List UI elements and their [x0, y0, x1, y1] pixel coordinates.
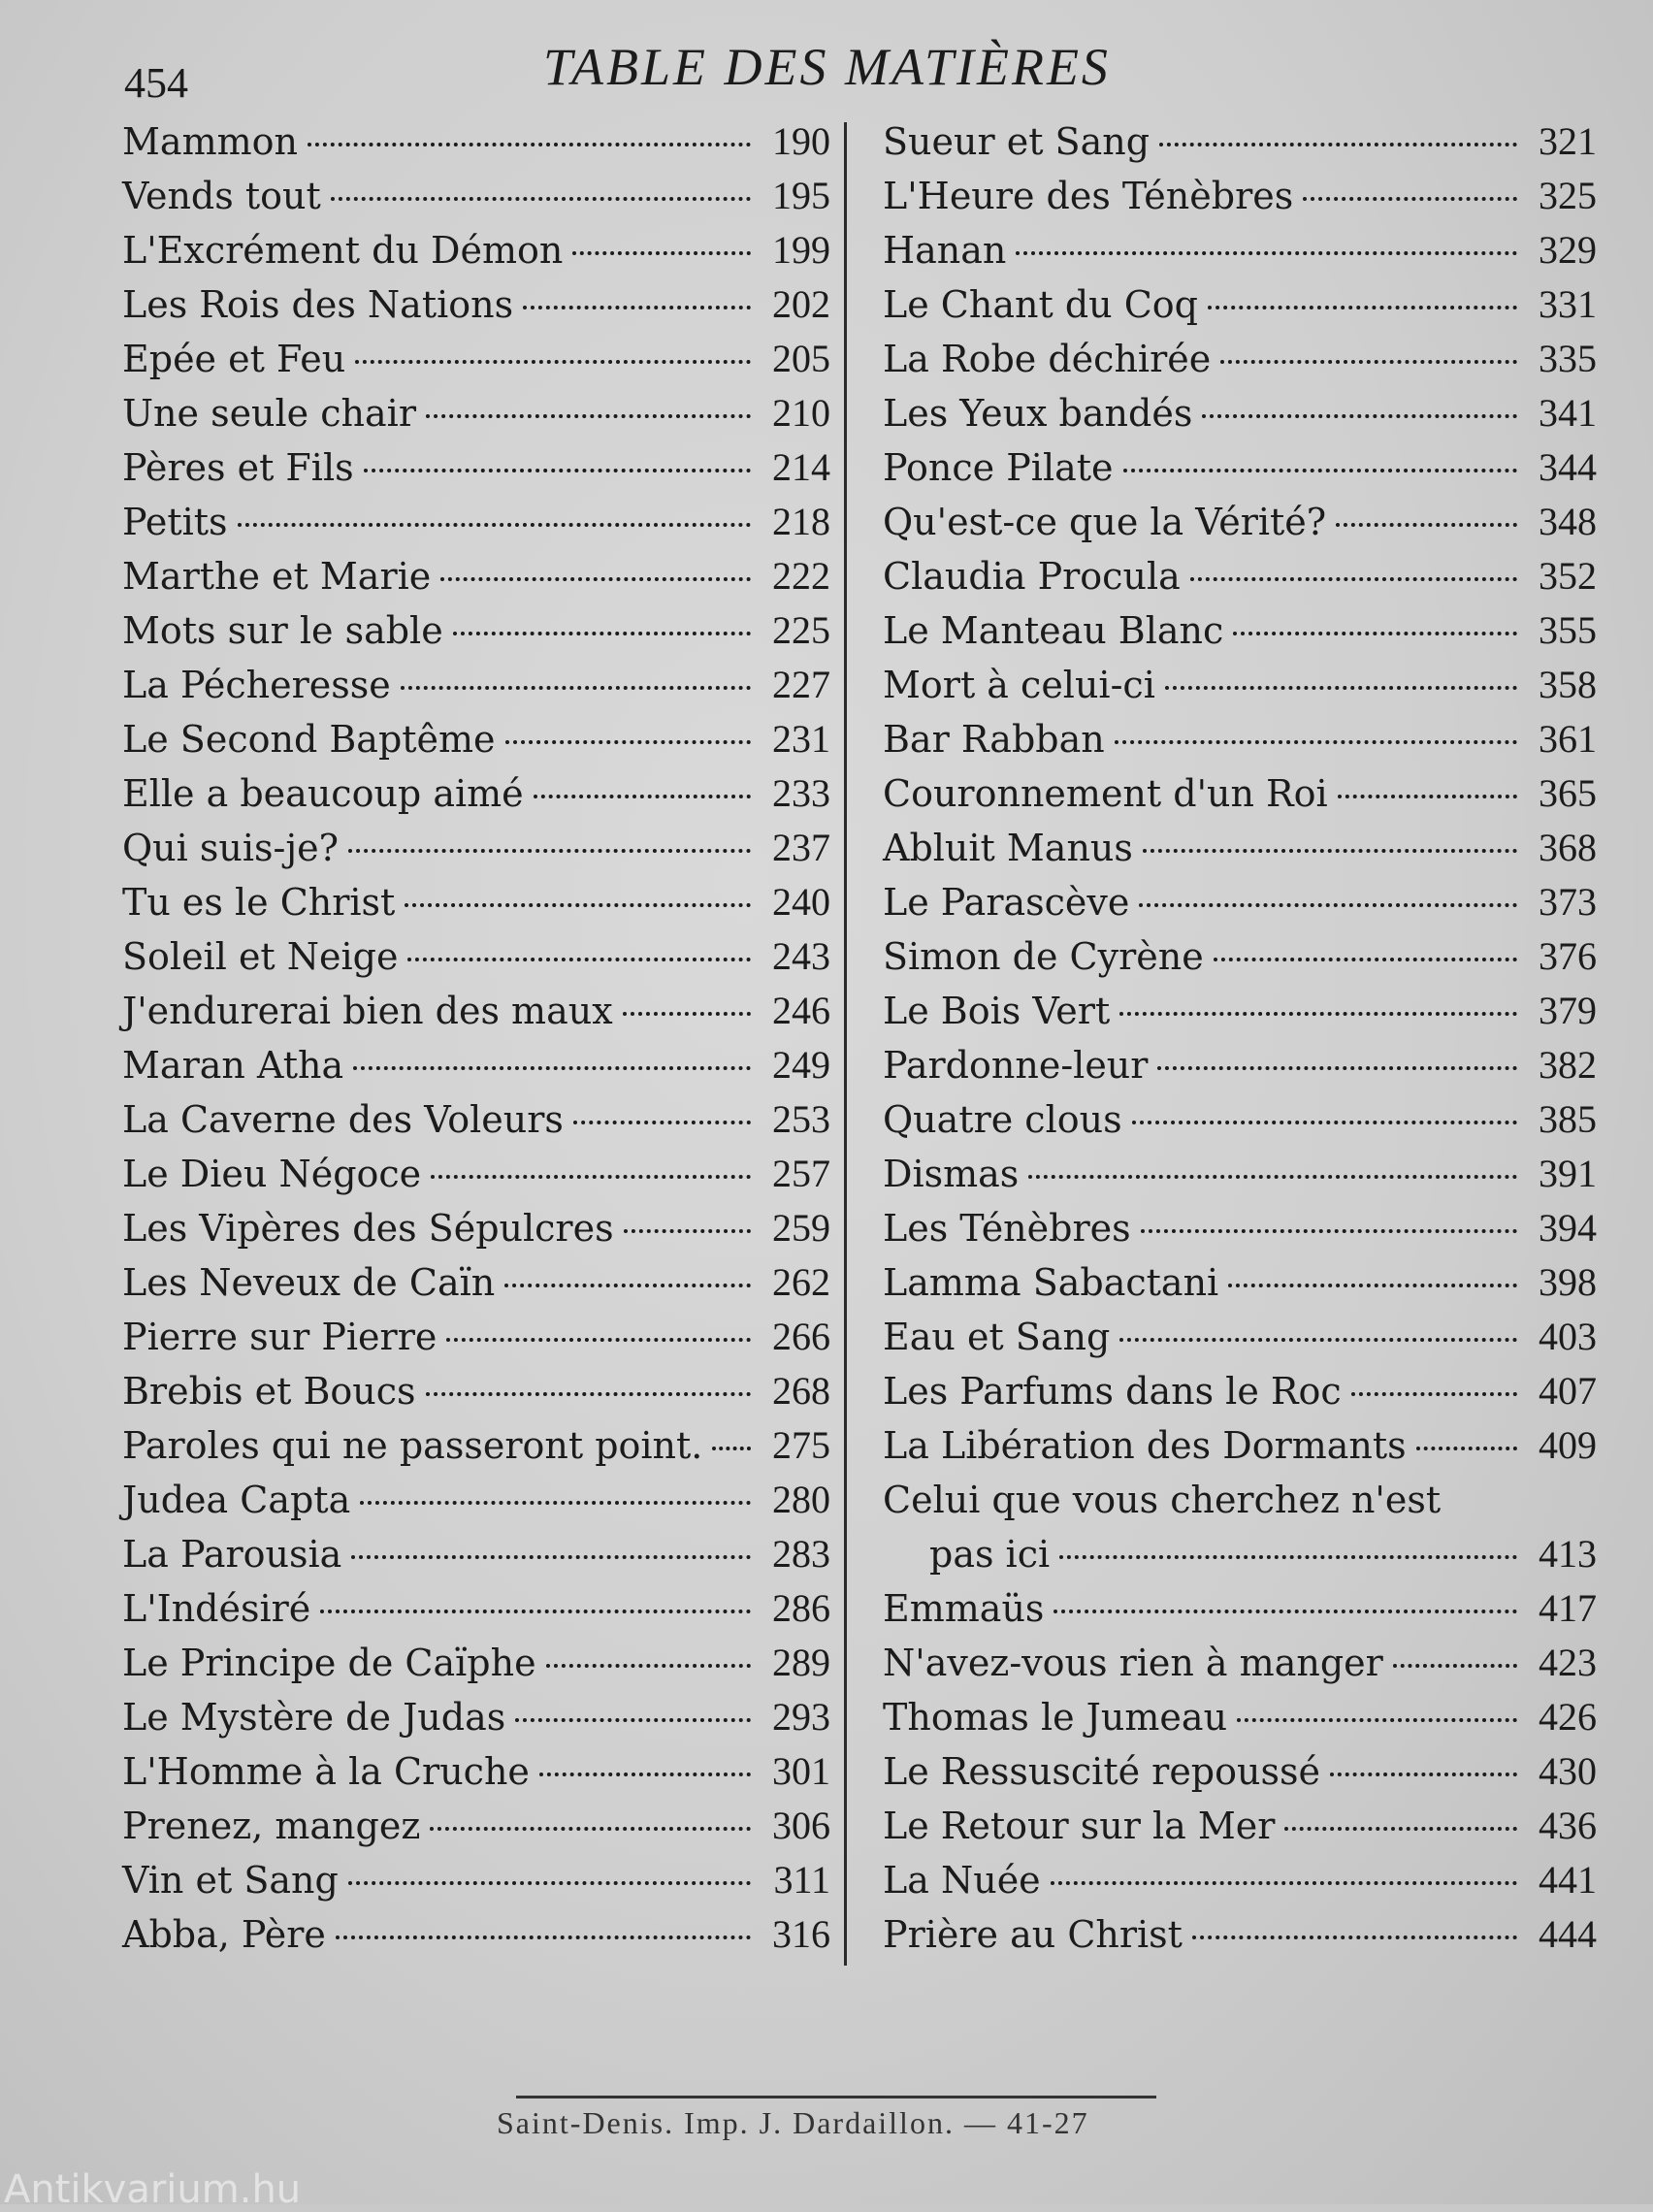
- toc-entry-title: Elle a beaucoup aimé: [122, 772, 524, 815]
- toc-entry: [883, 875, 1597, 929]
- dot-leader: [453, 632, 751, 635]
- toc-entry-title: Quatre clous: [883, 1098, 1122, 1141]
- column-divider: [844, 122, 847, 1966]
- dot-leader: [505, 740, 751, 744]
- toc-entry: [883, 1853, 1597, 1907]
- toc-entry-page: 441: [1539, 1858, 1597, 1902]
- toc-entry: [122, 223, 830, 277]
- dot-leader: [1141, 1229, 1517, 1233]
- toc-entry: [883, 1907, 1597, 1962]
- toc-entry-title: Soleil et Neige: [122, 935, 399, 978]
- toc-entry-title: Les Ténèbres: [883, 1207, 1131, 1250]
- toc-entry-page: 398: [1539, 1260, 1597, 1304]
- toc-entry-page: 335: [1539, 337, 1597, 380]
- toc-entry: [122, 1636, 830, 1690]
- dot-leader: [336, 1936, 751, 1939]
- toc-entry-title: Claudia Procula: [883, 555, 1181, 598]
- toc-entry: [122, 1418, 830, 1473]
- toc-entry-title: Qu'est-ce que la Vérité?: [883, 501, 1327, 543]
- toc-entry-page: 205: [772, 337, 830, 380]
- dot-leader: [426, 1392, 751, 1396]
- toc-entry: [122, 1527, 830, 1581]
- toc-entry-page: 355: [1539, 608, 1597, 652]
- dot-leader: [1115, 740, 1517, 744]
- toc-entry: [883, 332, 1597, 386]
- toc-entry: [122, 1201, 830, 1255]
- dot-leader: [1190, 577, 1517, 581]
- toc-entry-page: 331: [1539, 282, 1597, 326]
- toc-entry: [122, 1038, 830, 1092]
- toc-entry-page: 306: [772, 1804, 830, 1847]
- dot-leader: [1330, 1773, 1517, 1776]
- toc-left-column: [122, 114, 830, 1962]
- toc-entry: [883, 1744, 1597, 1799]
- toc-entry-page: 385: [1539, 1097, 1597, 1141]
- toc-entry-page: 413: [1539, 1532, 1597, 1576]
- dot-leader: [1051, 1881, 1517, 1885]
- toc-entry: [122, 984, 830, 1038]
- toc-entry: [122, 549, 830, 603]
- toc-entry-title: Prière au Christ: [883, 1913, 1183, 1956]
- dot-leader: [238, 523, 751, 527]
- toc-entry-page: 225: [772, 608, 830, 652]
- dot-leader: [320, 1610, 751, 1613]
- toc-entry-page: 373: [1539, 880, 1597, 924]
- toc-entry: [883, 984, 1597, 1038]
- dot-leader: [1119, 1338, 1517, 1342]
- dot-leader: [355, 360, 751, 364]
- toc-entry: [122, 332, 830, 386]
- toc-entry: [122, 1147, 830, 1201]
- watermark: Antikvarium.hu: [4, 2167, 302, 2212]
- toc-entry-title: Le Principe de Caïphe: [122, 1642, 536, 1684]
- toc-entry-page: 407: [1539, 1369, 1597, 1413]
- toc-entry-title: Simon de Cyrène: [883, 935, 1204, 978]
- toc-entry-title: Mammon: [122, 120, 298, 163]
- toc-entry-title: La Caverne des Voleurs: [122, 1098, 564, 1141]
- toc-entry-page: 280: [772, 1478, 830, 1521]
- toc-entry: [883, 1092, 1597, 1147]
- toc-entry: [883, 1527, 1597, 1581]
- dot-leader: [546, 1664, 751, 1668]
- toc-entry: [883, 1147, 1597, 1201]
- dot-leader: [623, 1012, 751, 1016]
- toc-entry: [883, 1799, 1597, 1853]
- toc-entry-page: 268: [772, 1369, 830, 1413]
- toc-right-column: [883, 114, 1597, 1962]
- toc-entry-title: Epée et Feu: [122, 338, 346, 380]
- printer-colophon: Saint-Denis. Imp. J. Dardaillon. — 41-27: [497, 2105, 1089, 2140]
- toc-entry-page: 376: [1539, 934, 1597, 978]
- toc-entry-title: Une seule chair: [122, 392, 416, 435]
- dot-leader: [1237, 1718, 1517, 1722]
- dot-leader: [364, 469, 751, 472]
- dot-leader: [1016, 251, 1517, 255]
- toc-entry-title: J'endurerai bien des maux: [122, 990, 613, 1032]
- toc-entry-page: 365: [1539, 771, 1597, 815]
- dot-leader: [1143, 849, 1517, 853]
- toc-entry: [122, 1364, 830, 1418]
- toc-entry: [883, 1364, 1597, 1418]
- toc-entry-title: Le Dieu Négoce: [122, 1153, 422, 1195]
- toc-entry-page: 430: [1539, 1749, 1597, 1793]
- toc-entry-title: Le Parascève: [883, 881, 1130, 924]
- toc-entry-title: pas ici: [929, 1533, 1051, 1576]
- toc-entry-title: Le Second Baptême: [122, 718, 496, 761]
- dot-leader: [572, 251, 751, 255]
- dot-leader: [1139, 903, 1517, 907]
- toc-entry-page: 293: [772, 1695, 830, 1739]
- toc-entry: [883, 223, 1597, 277]
- toc-entry-title: Le Bois Vert: [883, 990, 1111, 1032]
- toc-entry-page: 275: [772, 1423, 830, 1467]
- dot-leader: [351, 1555, 751, 1559]
- dot-leader: [331, 197, 751, 201]
- dot-leader: [1336, 523, 1517, 527]
- toc-entry: [122, 929, 830, 984]
- toc-entry-page: 257: [772, 1152, 830, 1195]
- toc-entry-title: Les Rois des Nations: [122, 283, 514, 326]
- toc-entry-title: La Nuée: [883, 1859, 1041, 1902]
- toc-entry-title: Qui suis-je?: [122, 827, 339, 869]
- toc-entry-page: 237: [772, 826, 830, 869]
- dot-leader: [1192, 1936, 1517, 1939]
- dot-leader: [573, 1121, 751, 1124]
- toc-entry: [122, 1907, 830, 1962]
- toc-entry-page: 321: [1539, 119, 1597, 163]
- toc-entry-title: Eau et Sang: [883, 1316, 1111, 1358]
- toc-entry: [122, 766, 830, 821]
- dot-leader: [504, 1284, 751, 1287]
- toc-entry: [883, 603, 1597, 658]
- dot-leader: [1338, 795, 1517, 798]
- toc-entry: [883, 1690, 1597, 1744]
- toc-entry-title: Thomas le Jumeau: [883, 1696, 1228, 1739]
- toc-entry-title: Judea Capta: [122, 1479, 351, 1521]
- toc-entry: [122, 440, 830, 495]
- toc-entry-page: 202: [772, 282, 830, 326]
- toc-entry-page: 341: [1539, 391, 1597, 435]
- toc-entry-page: 379: [1539, 989, 1597, 1032]
- toc-entry: [883, 495, 1597, 549]
- dot-leader: [426, 414, 751, 418]
- toc-entry: [122, 712, 830, 766]
- dot-leader: [1123, 469, 1517, 472]
- toc-entry-page: 301: [772, 1749, 830, 1793]
- toc-entry-page: 311: [773, 1858, 830, 1902]
- dot-leader: [515, 1718, 751, 1722]
- toc-entry-title: Dismas: [883, 1153, 1020, 1195]
- toc-entry: [883, 114, 1597, 169]
- toc-entry-page: 227: [772, 663, 830, 706]
- toc-entry-title: Paroles qui ne passeront point.: [122, 1424, 703, 1467]
- toc-entry-title: Sueur et Sang: [883, 120, 1151, 163]
- toc-entry-title: Les Yeux bandés: [883, 392, 1193, 435]
- dot-leader: [624, 1229, 751, 1233]
- dot-leader: [348, 1881, 751, 1885]
- toc-entry-page: 382: [1539, 1043, 1597, 1087]
- toc-entry-page: 233: [772, 771, 830, 815]
- toc-entry-page: 199: [772, 228, 830, 272]
- toc-entry: [122, 1690, 830, 1744]
- toc-entry-title: Hanan: [883, 229, 1007, 272]
- toc-entry: [883, 1201, 1597, 1255]
- toc-entry-title: Prenez, mangez: [122, 1805, 421, 1847]
- toc-entry-page: 240: [772, 880, 830, 924]
- toc-entry: [883, 1473, 1597, 1527]
- dot-leader: [534, 795, 751, 798]
- toc-entry-title: Les Vipères des Sépulcres: [122, 1207, 614, 1250]
- running-title: TABLE DES MATIÈRES: [543, 38, 1111, 96]
- toc-entry: [122, 386, 830, 440]
- toc-entry: [883, 1636, 1597, 1690]
- toc-entry-page: 391: [1539, 1152, 1597, 1195]
- toc-entry-page: 329: [1539, 228, 1597, 272]
- dot-leader: [360, 1501, 751, 1505]
- dot-leader: [1059, 1555, 1517, 1559]
- toc-entry-title: Pardonne-leur: [883, 1044, 1149, 1087]
- toc-entry-title: Le Manteau Blanc: [883, 609, 1224, 652]
- toc-entry: [883, 1038, 1597, 1092]
- toc-entry-title: L'Excrément du Démon: [122, 229, 564, 272]
- toc-entry: [122, 114, 830, 169]
- toc-entry: [122, 875, 830, 929]
- toc-entry-page: 231: [772, 717, 830, 761]
- toc-entry-page: 358: [1539, 663, 1597, 706]
- toc-entry-title: Abba, Père: [122, 1913, 326, 1956]
- toc-entry: [122, 1799, 830, 1853]
- toc-entry-page: 426: [1539, 1695, 1597, 1739]
- dot-leader: [1416, 1447, 1517, 1450]
- toc-entry: [883, 549, 1597, 603]
- toc-entry-page: 344: [1539, 445, 1597, 489]
- dot-leader: [1053, 1610, 1517, 1613]
- toc-entry: [883, 712, 1597, 766]
- dot-leader: [407, 958, 751, 961]
- toc-entry-page: 214: [772, 445, 830, 489]
- toc-entry-page: 368: [1539, 826, 1597, 869]
- toc-entry: [122, 169, 830, 223]
- toc-entry-page: 417: [1539, 1586, 1597, 1630]
- toc-entry: [122, 1853, 830, 1907]
- toc-entry-title: Pères et Fils: [122, 446, 354, 489]
- toc-entry-title: Brebis et Boucs: [122, 1370, 416, 1413]
- toc-entry-page: 325: [1539, 174, 1597, 217]
- toc-entry: [122, 821, 830, 875]
- toc-entry: [883, 386, 1597, 440]
- toc-entry: [122, 1255, 830, 1310]
- toc-entry-title: La Libération des Dormants: [883, 1424, 1407, 1467]
- dot-leader: [1228, 1284, 1517, 1287]
- toc-entry-title: Le Chant du Coq: [883, 283, 1198, 326]
- toc-entry-title: Pierre sur Pierre: [122, 1316, 438, 1358]
- toc-entry-page: 210: [772, 391, 830, 435]
- toc-entry-page: 444: [1539, 1912, 1597, 1956]
- colophon-rule: [516, 2096, 1156, 2098]
- dot-leader: [1233, 632, 1517, 635]
- dot-leader: [405, 903, 751, 907]
- toc-entry: [122, 1581, 830, 1636]
- toc-entry-page: 262: [772, 1260, 830, 1304]
- toc-entry-title: La Pécheresse: [122, 664, 391, 706]
- toc-entry: [122, 1310, 830, 1364]
- dot-leader: [401, 686, 751, 690]
- toc-entry: [883, 1418, 1597, 1473]
- dot-leader: [1208, 306, 1517, 309]
- toc-entry-page: 352: [1539, 554, 1597, 598]
- toc-entry-title: Le Mystère de Judas: [122, 1696, 506, 1739]
- toc-entry: [122, 658, 830, 712]
- toc-entry-page: 436: [1539, 1804, 1597, 1847]
- toc-entry: [122, 1744, 830, 1799]
- toc-entry-title: L'Indésiré: [122, 1587, 311, 1630]
- toc-entry-title: La Robe déchirée: [883, 338, 1212, 380]
- dot-leader: [1351, 1392, 1517, 1396]
- dot-leader: [1157, 1066, 1517, 1070]
- toc-entry-page: 286: [772, 1586, 830, 1630]
- toc-entry: [883, 658, 1597, 712]
- toc-entry-title: Petits: [122, 501, 228, 543]
- toc-entry-title: Les Neveux de Caïn: [122, 1261, 496, 1304]
- toc-entry-title: Celui que vous cherchez n'est: [883, 1479, 1442, 1521]
- toc-entry-page: 361: [1539, 717, 1597, 761]
- toc-entry-page: 246: [772, 989, 830, 1032]
- dot-leader: [523, 306, 751, 309]
- toc-entry: [883, 1255, 1597, 1310]
- dot-leader: [1165, 686, 1517, 690]
- toc-entry-page: 218: [772, 500, 830, 543]
- toc-entry-title: Bar Rabban: [883, 718, 1105, 761]
- toc-entry-title: N'avez-vous rien à manger: [883, 1642, 1383, 1684]
- toc-entry-title: L'Heure des Ténèbres: [883, 175, 1294, 217]
- toc-entry-title: Mort à celui-ci: [883, 664, 1155, 706]
- page-number: 454: [124, 59, 188, 107]
- toc-entry-page: 316: [772, 1912, 830, 1956]
- toc-entry-title: Maran Atha: [122, 1044, 344, 1087]
- toc-entry-title: Vin et Sang: [122, 1859, 339, 1902]
- dot-leader: [440, 577, 751, 581]
- toc-entry: [122, 1473, 830, 1527]
- dot-leader: [1214, 958, 1517, 961]
- toc-entry-title: Emmaüs: [883, 1587, 1045, 1630]
- dot-leader: [1028, 1175, 1517, 1179]
- toc-entry-page: 403: [1539, 1315, 1597, 1358]
- toc-entry: [883, 929, 1597, 984]
- toc-entry-page: 409: [1539, 1423, 1597, 1467]
- dot-leader: [348, 849, 751, 853]
- toc-entry-title: Les Parfums dans le Roc: [883, 1370, 1342, 1413]
- dot-leader: [1303, 197, 1517, 201]
- toc-entry: [883, 277, 1597, 332]
- toc-entry-page: 283: [772, 1532, 830, 1576]
- toc-entry-title: Tu es le Christ: [122, 881, 396, 924]
- toc-entry-title: Couronnement d'un Roi: [883, 772, 1328, 815]
- dot-leader: [1220, 360, 1517, 364]
- toc-entry-page: 249: [772, 1043, 830, 1087]
- toc-entry: [883, 169, 1597, 223]
- toc-entry-page: 423: [1539, 1641, 1597, 1684]
- toc-entry-page: 195: [772, 174, 830, 217]
- dot-leader: [1119, 1012, 1517, 1016]
- toc-entry-page: 190: [772, 119, 830, 163]
- toc-entry-title: Lamma Sabactani: [883, 1261, 1219, 1304]
- toc-entry-page: 289: [772, 1641, 830, 1684]
- toc-entry: [883, 766, 1597, 821]
- toc-entry-title: Le Ressuscité repoussé: [883, 1750, 1320, 1793]
- dot-leader: [1159, 143, 1517, 146]
- dot-leader: [1284, 1827, 1517, 1831]
- toc-entry-title: Abluit Manus: [883, 827, 1133, 869]
- toc-entry-title: Marthe et Marie: [122, 555, 432, 598]
- toc-entry: [883, 821, 1597, 875]
- toc-entry-title: Vends tout: [122, 175, 321, 217]
- toc-entry-title: Mots sur le sable: [122, 609, 443, 652]
- toc-entry: [122, 495, 830, 549]
- toc-entry: [122, 603, 830, 658]
- dot-leader: [353, 1066, 751, 1070]
- dot-leader: [539, 1773, 751, 1776]
- dot-leader: [1132, 1121, 1517, 1124]
- dot-leader: [308, 143, 751, 146]
- toc-entry-page: 348: [1539, 500, 1597, 543]
- toc-entry-title: La Parousia: [122, 1533, 342, 1576]
- dot-leader: [1202, 414, 1517, 418]
- dot-leader: [430, 1827, 751, 1831]
- toc-entry: [122, 277, 830, 332]
- toc-entry-page: 243: [772, 934, 830, 978]
- toc-entry: [883, 1310, 1597, 1364]
- dot-leader: [1393, 1664, 1517, 1668]
- toc-entry: [122, 1092, 830, 1147]
- toc-entry-page: 253: [772, 1097, 830, 1141]
- toc-entry-page: 266: [772, 1315, 830, 1358]
- toc-entry: [883, 1581, 1597, 1636]
- dot-leader: [431, 1175, 751, 1179]
- dot-leader: [446, 1338, 751, 1342]
- toc-entry-title: L'Homme à la Cruche: [122, 1750, 530, 1793]
- toc-entry-page: 394: [1539, 1206, 1597, 1250]
- toc-entry-title: Le Retour sur la Mer: [883, 1805, 1276, 1847]
- toc-entry-title: Ponce Pilate: [883, 446, 1114, 489]
- dot-leader: [712, 1447, 751, 1450]
- toc-entry-page: 222: [772, 554, 830, 598]
- toc-entry: [883, 440, 1597, 495]
- toc-entry-page: 259: [772, 1206, 830, 1250]
